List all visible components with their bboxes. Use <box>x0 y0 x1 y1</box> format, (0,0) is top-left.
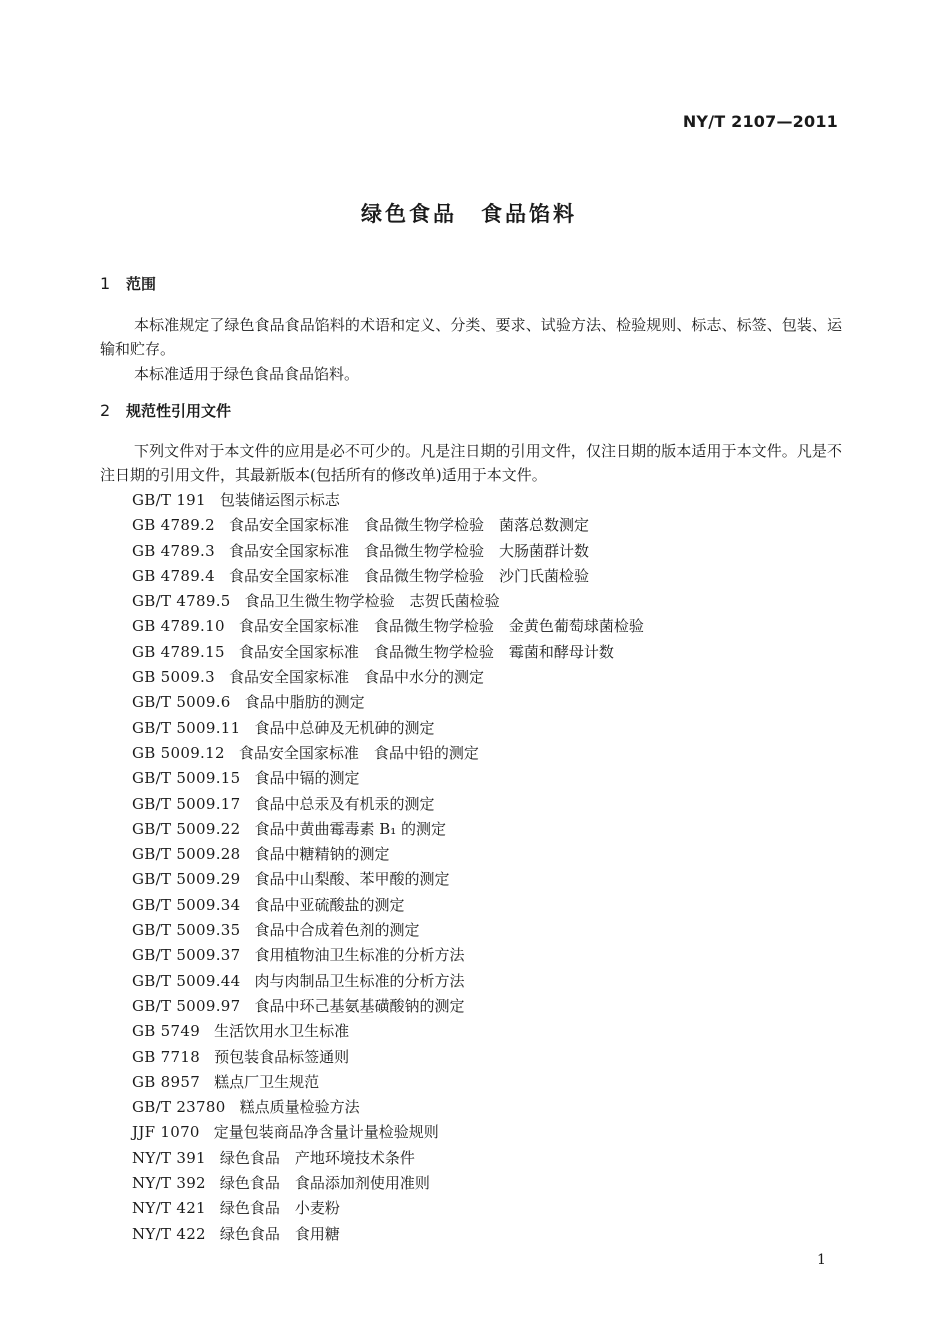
section-1-paragraph-scope: 本标准规定了绿色食品食品馅料的术语和定义、分类、要求、试验方法、检验规则、标志、标签、包装、运输和贮存。 <box>100 316 842 358</box>
reference-title: 食品卫生微生物学检验 志贺氏菌检验 <box>244 592 500 611</box>
reference-title: 食品安全国家标准 食品微生物学检验 大肠菌群计数 <box>228 541 589 560</box>
reference-code: NY/T 391 <box>132 1148 206 1167</box>
reference-title: 预包装食品标签通则 <box>214 1047 350 1066</box>
reference-title: 食品中合成着色剂的测定 <box>254 921 420 940</box>
reference-title: 食品安全国家标准 食品中水分的测定 <box>228 668 484 687</box>
reference-title: 食品中总砷及无机砷的测定 <box>254 718 435 737</box>
reference-code: GB/T 5009.97 <box>132 996 241 1015</box>
section-1-heading <box>100 273 156 294</box>
reference-code: GB/T 5009.15 <box>132 769 241 788</box>
reference-item <box>132 1196 644 1221</box>
reference-title: 食品中山梨酸、苯甲酸的测定 <box>254 870 450 889</box>
reference-code: GB 5009.3 <box>132 668 215 687</box>
reference-item <box>132 716 644 741</box>
reference-item <box>132 564 644 589</box>
reference-code: GB/T 5009.11 <box>132 718 241 737</box>
reference-item <box>132 943 644 968</box>
reference-code: GB/T 5009.34 <box>132 895 241 914</box>
normative-reference-list <box>132 488 644 1247</box>
section-1-paragraph-applicability: 本标准适用于绿色食品食品馅料。 <box>134 365 360 383</box>
reference-title: 食品中环己基氨基磺酸钠的测定 <box>254 996 465 1015</box>
reference-code: GB 4789.10 <box>132 617 225 636</box>
reference-code: JJF 1070 <box>132 1123 200 1142</box>
reference-code: GB 4789.2 <box>132 516 215 535</box>
reference-item <box>132 893 644 918</box>
reference-code: GB/T 4789.5 <box>132 592 231 611</box>
reference-code: NY/T 421 <box>132 1199 206 1218</box>
reference-title: 绿色食品 食品添加剂使用准则 <box>219 1174 430 1193</box>
reference-code: GB/T 5009.37 <box>132 946 241 965</box>
reference-title: 绿色食品 产地环境技术条件 <box>219 1148 415 1167</box>
reference-code: GB 8957 <box>132 1072 201 1091</box>
section-2-heading <box>100 400 231 421</box>
reference-item <box>132 817 644 842</box>
reference-code: NY/T 392 <box>132 1174 206 1193</box>
reference-code: GB/T 191 <box>132 491 206 509</box>
reference-title: 生活饮用水卫生标准 <box>214 1022 350 1041</box>
reference-code: GB/T 5009.35 <box>132 921 241 940</box>
section-2-paragraph-intro: 下列文件对于本文件的应用是必不可少的。凡是注日期的引用文件，仅注日期的版本适用于本文件。凡是不注日期的引用文件，其最新版本(包括所有的修改单)适用于本文件。 <box>100 442 842 484</box>
reference-code: GB/T 23780 <box>132 1098 226 1117</box>
reference-item <box>132 918 644 943</box>
reference-code: NY/T 422 <box>132 1224 206 1243</box>
reference-item <box>132 1045 644 1070</box>
reference-title: 绿色食品 食用糖 <box>219 1224 340 1243</box>
reference-item <box>132 842 644 867</box>
reference-code: GB/T 5009.17 <box>132 794 241 813</box>
standard-code: NY/T 2107—2011 <box>682 112 838 131</box>
reference-code: GB 5749 <box>132 1022 201 1041</box>
reference-title: 食用植物油卫生标准的分析方法 <box>254 946 465 965</box>
section-title: 规范性引用文件 <box>126 402 232 420</box>
reference-item <box>132 1171 644 1196</box>
reference-title: 糕点质量检验方法 <box>239 1098 360 1117</box>
reference-item <box>132 1070 644 1095</box>
reference-item <box>132 614 644 639</box>
reference-title: 食品安全国家标准 食品微生物学检验 霉菌和酵母计数 <box>238 642 614 661</box>
section-title: 范围 <box>126 275 157 293</box>
reference-title: 肉与肉制品卫生标准的分析方法 <box>254 971 465 990</box>
reference-code: GB/T 5009.6 <box>132 693 231 712</box>
reference-code: GB/T 5009.28 <box>132 845 241 864</box>
reference-title: 食品中镉的测定 <box>254 769 360 788</box>
reference-item <box>132 513 644 538</box>
reference-item <box>132 741 644 766</box>
section-number: 2 <box>100 401 111 420</box>
reference-item <box>132 1222 644 1247</box>
section-number: 1 <box>100 274 111 293</box>
reference-title: 食品中总汞及有机汞的测定 <box>254 794 435 813</box>
reference-code: GB 7718 <box>132 1047 201 1066</box>
reference-item <box>132 867 644 892</box>
page-number: 1 <box>817 1252 826 1268</box>
reference-item <box>132 539 644 564</box>
reference-title: 绿色食品 小麦粉 <box>219 1199 340 1218</box>
reference-item <box>132 994 644 1019</box>
reference-item <box>132 640 644 665</box>
reference-title: 食品安全国家标准 食品微生物学检验 金黄色葡萄球菌检验 <box>238 617 644 636</box>
reference-item <box>132 1146 644 1171</box>
reference-item <box>132 1019 644 1044</box>
reference-title: 食品安全国家标准 食品微生物学检验 菌落总数测定 <box>228 516 589 535</box>
reference-code: GB 4789.4 <box>132 566 215 585</box>
reference-code: GB 4789.3 <box>132 541 215 560</box>
reference-title: 包装储运图示标志 <box>219 491 340 509</box>
reference-item <box>132 1120 644 1145</box>
reference-code: GB 4789.15 <box>132 642 225 661</box>
reference-item <box>132 488 644 513</box>
reference-title: 食品中脂肪的测定 <box>244 693 365 712</box>
reference-code: GB/T 5009.29 <box>132 870 241 889</box>
reference-title: 食品安全国家标准 食品中铅的测定 <box>238 743 479 762</box>
reference-item <box>132 589 644 614</box>
reference-item <box>132 1095 644 1120</box>
document-title: 绿色食品 食品馅料 <box>361 202 577 226</box>
reference-item <box>132 792 644 817</box>
reference-code: GB/T 5009.22 <box>132 819 241 838</box>
reference-title: 食品中黄曲霉毒素 B₁ 的测定 <box>254 819 447 838</box>
reference-title: 糕点厂卫生规范 <box>214 1072 320 1091</box>
reference-title: 食品中亚硫酸盐的测定 <box>254 895 405 914</box>
reference-item <box>132 969 644 994</box>
reference-title: 食品中糖精钠的测定 <box>254 845 390 864</box>
reference-item <box>132 766 644 791</box>
reference-title: 食品安全国家标准 食品微生物学检验 沙门氏菌检验 <box>228 566 589 585</box>
reference-code: GB/T 5009.44 <box>132 971 241 990</box>
reference-title: 定量包装商品净含量计量检验规则 <box>213 1123 439 1142</box>
reference-item <box>132 665 644 690</box>
reference-code: GB 5009.12 <box>132 743 225 762</box>
reference-item <box>132 690 644 715</box>
